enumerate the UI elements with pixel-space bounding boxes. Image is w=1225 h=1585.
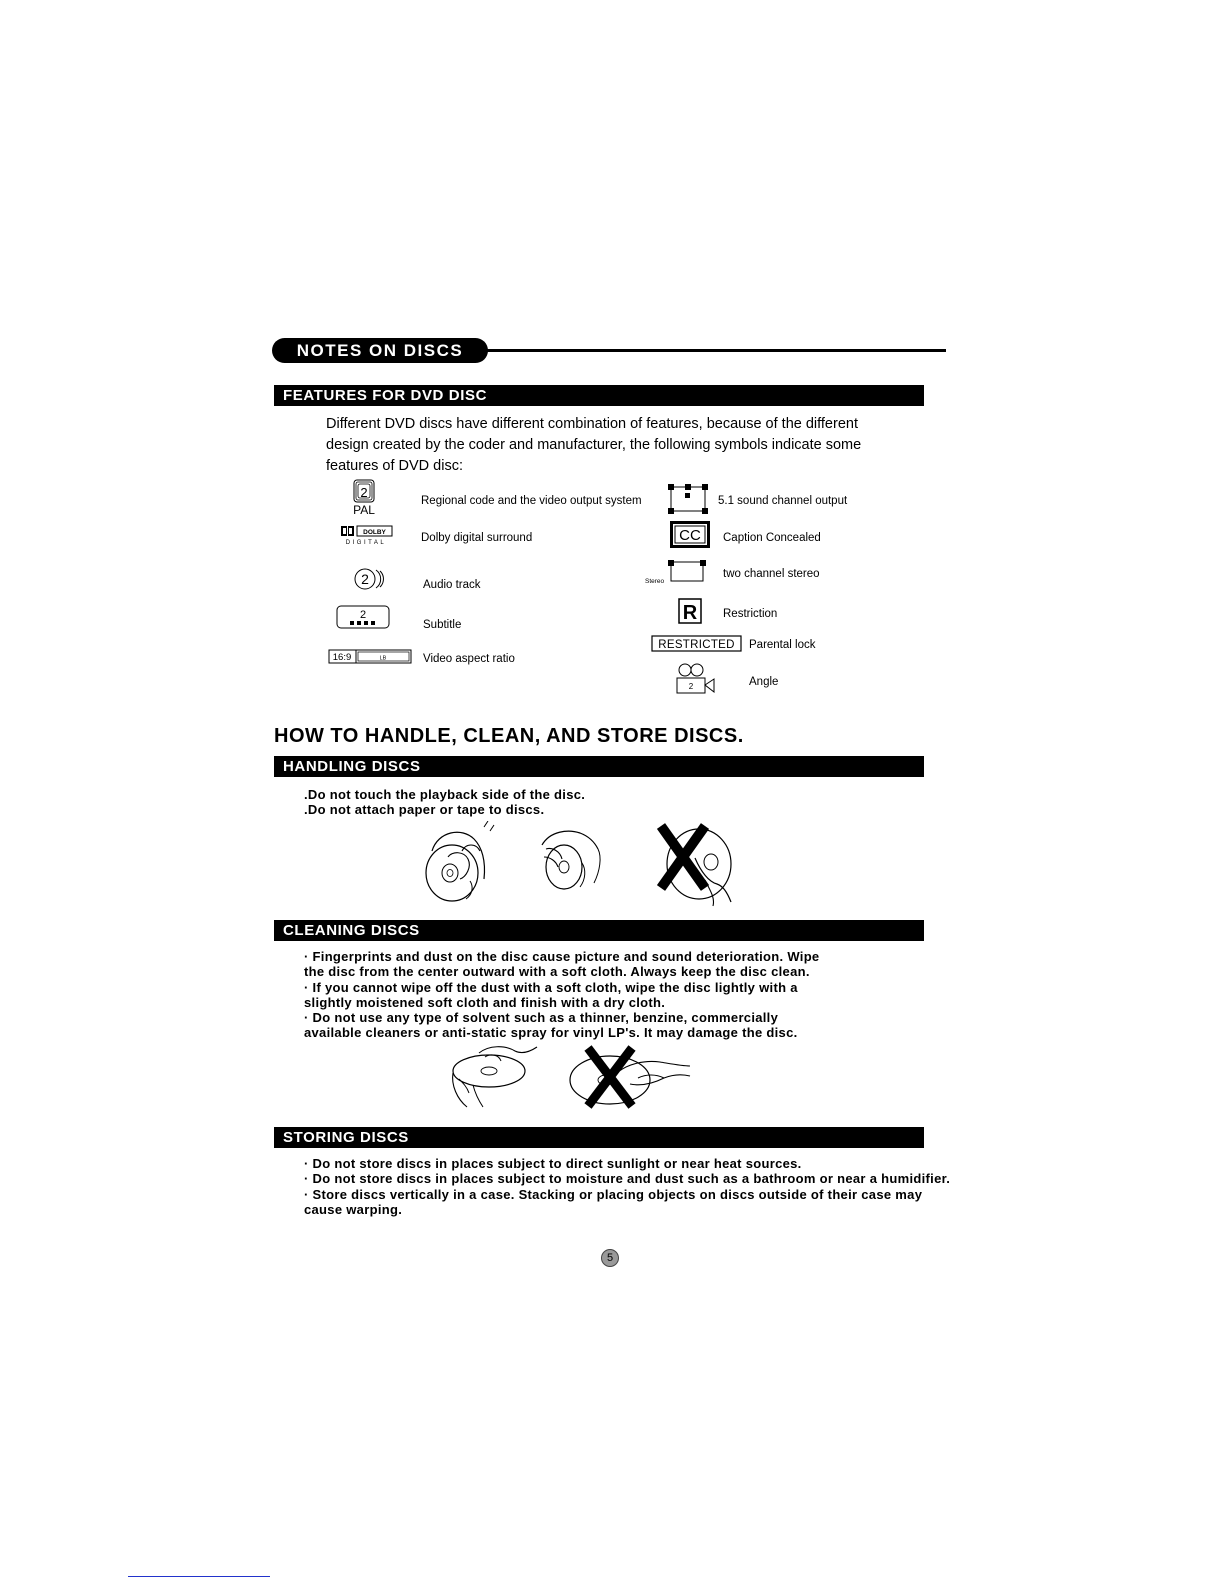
cleaning-list	[304, 949, 819, 1041]
section-title-pill: NOTES ON DISCS	[272, 338, 488, 363]
pal-text: PAL	[353, 503, 375, 517]
subtitle-icon	[336, 605, 392, 631]
incorrect-handling-illustration	[655, 822, 739, 908]
storing-heading: STORING DISCS	[274, 1127, 924, 1148]
handling-list	[304, 787, 585, 818]
handling-item: .Do not touch the playback side of the disc.	[304, 787, 586, 802]
page-number: 5	[601, 1249, 619, 1267]
restriction-letter: R	[682, 602, 698, 624]
aspect-text: 16:9	[332, 652, 352, 663]
feature-label-5-1: 5.1 sound channel output	[718, 495, 848, 507]
feature-label-parental: Parental lock	[749, 639, 816, 651]
hand-holding-disc-edge-illustration	[418, 821, 500, 905]
storing-line: · Store discs vertically in a case. Stacking or placing objects on discs outside of their case may	[304, 1186, 923, 1202]
features-heading: FEATURES FOR DVD DISC	[274, 385, 924, 406]
feature-label-audio: Audio track	[423, 579, 481, 591]
caption-cc-icon	[669, 520, 711, 550]
handling-item: .Do not attach paper or tape to discs.	[304, 802, 545, 818]
angle-camera-icon	[674, 663, 722, 697]
angle-number: 2	[688, 682, 694, 691]
storing-line: · Do not store discs in places subject to moisture and dust such as a bathroom or near a humidifier.	[304, 1171, 951, 1187]
features-intro: Different DVD discs have different combination of features, because of the different design created by the coder and manufacturer, the following symbols indicate some features of DVD disc:	[326, 416, 862, 474]
dolby-word: DOLBY	[363, 529, 386, 536]
wiping-disc-illustration	[449, 1043, 541, 1111]
stereo-icon	[645, 559, 711, 587]
feature-label-cc: Caption Concealed	[723, 532, 821, 544]
how-to-title: HOW TO HANDLE, CLEAN, AND STORE DISCS.	[274, 725, 744, 747]
storing-line: · Do not store discs in places subject to direct sunlight or near heat sources.	[304, 1156, 802, 1171]
region-pal-icon	[345, 478, 390, 518]
storing-list	[304, 1156, 950, 1217]
feature-label-region: Regional code and the video output system	[421, 495, 642, 507]
cc-text: CC	[679, 527, 701, 544]
restriction-icon	[678, 598, 704, 626]
incorrect-wiping-illustration	[568, 1044, 692, 1110]
storing-line: cause warping.	[304, 1201, 403, 1217]
footer-link-line	[128, 1576, 270, 1577]
hand-holding-disc-center-illustration	[540, 827, 610, 897]
surround-5-1-icon	[667, 483, 711, 516]
feature-label-dolby: Dolby digital surround	[421, 532, 533, 544]
cleaning-heading: CLEANING DISCS	[274, 920, 924, 941]
digital-word: DIGITAL	[345, 540, 387, 546]
audio-track-icon	[353, 567, 389, 593]
cleaning-line: available cleaners or anti-static spray for vinyl LP's. It may damage the disc.	[304, 1025, 798, 1041]
cleaning-line: the disc from the center outward with a soft cloth. Always keep the disc clean.	[304, 964, 810, 980]
handling-heading: HANDLING DISCS	[274, 756, 924, 777]
stereo-word: Stereo	[645, 578, 665, 585]
feature-label-angle: Angle	[749, 676, 779, 688]
feature-label-subtitle: Subtitle	[423, 619, 462, 631]
cleaning-line: · Do not use any type of solvent such as a thinner, benzine, commercially	[304, 1010, 779, 1026]
dolby-digital-icon	[340, 524, 395, 546]
audio-number: 2	[361, 571, 369, 587]
feature-label-stereo: two channel stereo	[723, 568, 820, 580]
feature-label-restriction: Restriction	[723, 608, 778, 620]
cleaning-line: slightly moistened soft cloth and finish with a dry cloth.	[304, 994, 666, 1010]
restricted-word: RESTRICTED	[658, 639, 735, 651]
aspect-ratio-icon	[328, 648, 414, 666]
aspect-lb-text: LB	[379, 655, 387, 662]
feature-label-aspect: Video aspect ratio	[423, 653, 515, 665]
cleaning-line: · Fingerprints and dust on the disc cause picture and sound deterioration. Wipe	[304, 949, 820, 964]
title-rule	[486, 349, 946, 352]
restricted-icon	[651, 635, 743, 653]
subtitle-number: 2	[359, 609, 367, 621]
region-number: 2	[360, 485, 368, 500]
cleaning-line: · If you cannot wipe off the dust with a soft cloth, wipe the disc lightly with a	[304, 979, 798, 995]
